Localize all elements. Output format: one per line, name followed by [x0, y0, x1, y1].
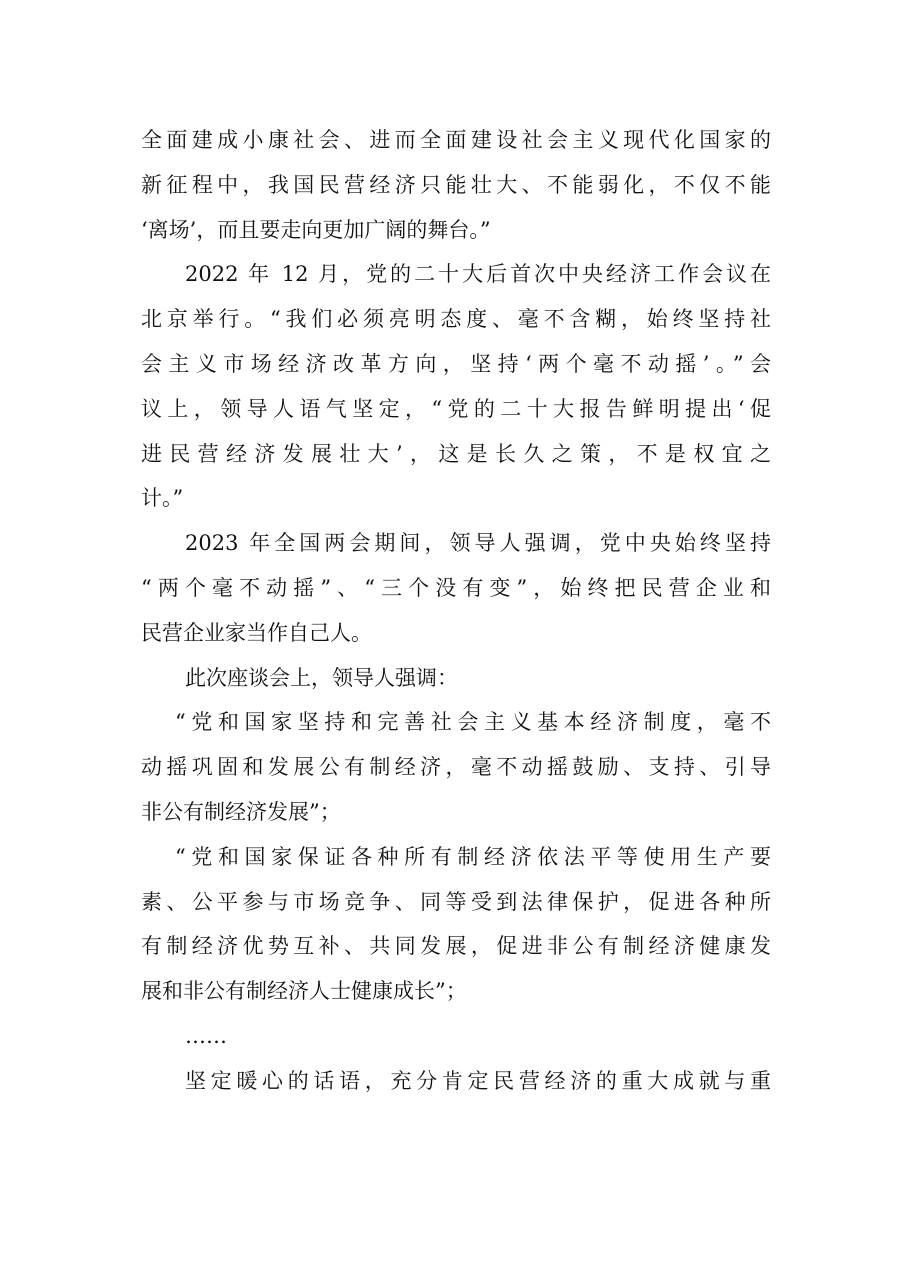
text-line: 北京举行。“我们必须亮明态度、毫不含糊，始终坚持社	[141, 307, 771, 332]
text-line: 动摇巩固和发展公有制经济，毫不动摇鼓励、支持、引导	[141, 755, 771, 780]
text-line: 有制经济优势互补、共同发展，促进非公有制经济健康发	[141, 934, 771, 959]
text-line: ‘离场’，而且要走向更加广阔的舞台。”	[141, 217, 491, 242]
text-line: “两个毫不动摇”、“三个没有变”，始终把民营企业和	[141, 575, 771, 600]
text-line: 新征程中，我国民营经济只能壮大、不能弱化，不仅不能	[141, 172, 771, 197]
text-line: 展和非公有制经济人士健康成长”；	[141, 979, 467, 1004]
text-line: 计。”	[141, 486, 184, 511]
text-line: 议上，领导人语气坚定，“党的二十大报告鲜明提出‘促	[141, 396, 771, 421]
text-line: 2023 年全国两会期间，领导人强调，党中央始终坚持	[185, 531, 771, 556]
text-line: 2022 年 12 月，党的二十大后首次中央经济工作会议在	[185, 262, 771, 287]
text-line: 此次座谈会上，领导人强调：	[185, 665, 458, 690]
text-line: 全面建成小康社会、进而全面建设社会主义现代化国家的	[141, 128, 771, 152]
text-line: 素、公平参与市场竞争、同等受到法律保护，促进各种所	[141, 889, 771, 914]
text-line: 非公有制经济发展”；	[141, 799, 341, 824]
text-line: 坚定暖心的话语，充分肯定民营经济的重大成就与重	[185, 1068, 771, 1093]
text-line: 会主义市场经济改革方向，坚持‘两个毫不动摇’。”会	[141, 351, 771, 376]
text-line: “党和国家坚持和完善社会主义基本经济制度，毫不	[175, 710, 771, 735]
text-line: “党和国家保证各种所有制经济依法平等使用生产要	[175, 844, 771, 869]
ellipsis-line: ……	[185, 1023, 227, 1048]
text-line: 进民营经济发展壮大’，这是长久之策，不是权宜之	[141, 441, 771, 466]
document-body	[141, 118, 771, 1104]
text-line: 民营企业家当作自己人。	[141, 620, 372, 645]
